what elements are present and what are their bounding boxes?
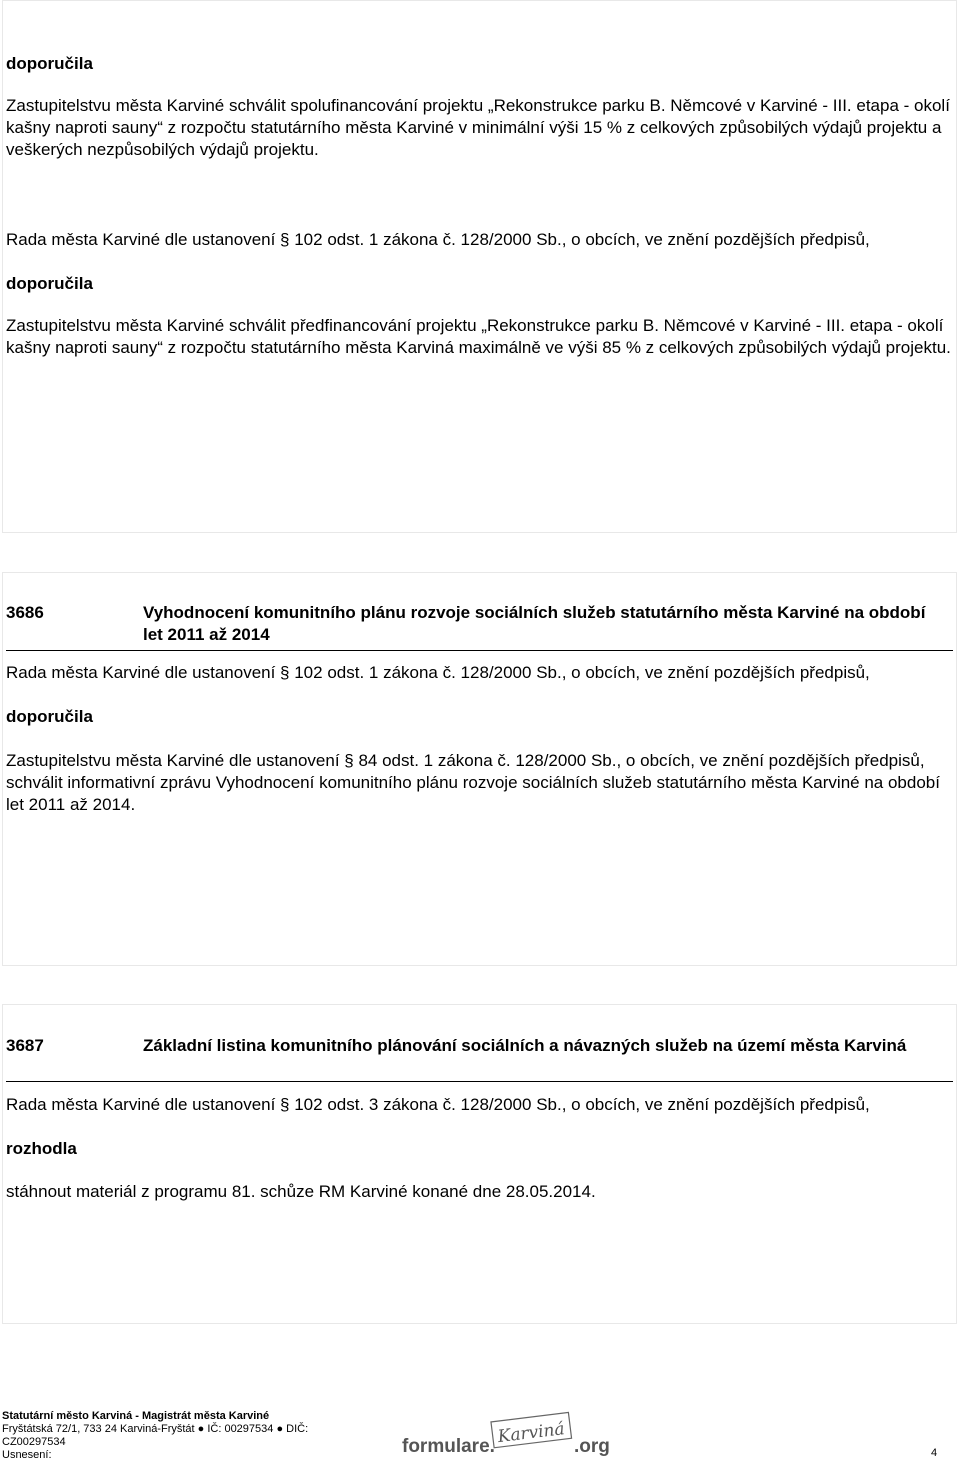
footer-usneseni: Usnesení: (2, 1449, 52, 1461)
decision-label: doporučila (6, 707, 93, 726)
item-title: Základní listina komunitního plánování sociálních a návazných služeb na území města Karviná (143, 1036, 907, 1055)
item-title: Vyhodnocení komunitního plánu rozvoje sociálních služeb statutárního města Karviné na období let 2011 až 2014 (143, 603, 926, 644)
legal-basis: Rada města Karviné dle ustanovení § 102 odst. 3 zákona č. 128/2000 Sb., o obcích, ve znění pozdějších předpisů, (6, 1095, 870, 1114)
logo-text-right: .org (574, 1436, 610, 1457)
decision-label: doporučila (6, 54, 93, 73)
footer-organization: Statutární město Karviná - Magistrát města Karviné (2, 1410, 270, 1422)
decision-text: stáhnout materiál z programu 81. schůze RM Karviné konané dne 28.05.2014. (6, 1182, 596, 1201)
decision-label: rozhodla (6, 1139, 77, 1158)
decision-text: Zastupitelstvu města Karviné dle ustanovení § 84 odst. 1 zákona č. 128/2000 Sb., o obcích, ve znění pozdějších předpisů, schválit informativní zprávu Vyhodnocení komunitního plánu rozvoje sociálních služeb statutárního města Karviné na období let 2011 až 2014. (6, 751, 940, 814)
decision-text: Zastupitelstvu města Karviné schválit předfinancování projektu „Rekonstrukce parku B. Němcové v Karviné - III. etapa - okolí kašny naproti sauny“ z rozpočtu statutárního města Karviná maximálně ve výši 85 % z celkových způsobilých výdajů projektu. (6, 316, 951, 357)
decision-label: doporučila (6, 274, 93, 293)
title-underline (6, 650, 953, 651)
footer-address: Fryštátská 72/1, 733 24 Karviná-Fryštát ● IČ: 00297534 ● DIČ: (2, 1423, 309, 1435)
item-number: 3687 (6, 1036, 44, 1055)
legal-basis: Rada města Karviné dle ustanovení § 102 odst. 1 zákona č. 128/2000 Sb., o obcích, ve znění pozdějších předpisů, (6, 230, 870, 249)
logo-text-left: formulare. (402, 1436, 495, 1457)
footer-dic: CZ00297534 (2, 1436, 66, 1448)
page-number: 4 (931, 1447, 938, 1459)
formulare-logo (402, 1408, 617, 1460)
resolution-box-previous (2, 0, 957, 533)
logo-text-mid: Karviná (496, 1419, 566, 1448)
title-underline (6, 1081, 953, 1082)
legal-basis: Rada města Karviné dle ustanovení § 102 odst. 1 zákona č. 128/2000 Sb., o obcích, ve znění pozdějších předpisů, (6, 663, 870, 682)
decision-text: Zastupitelstvu města Karviné schválit spolufinancování projektu „Rekonstrukce parku B. Němcové v Karviné - III. etapa - okolí kašny naproti sauny“ z rozpočtu statutárního města Karviné v minimální výši 15 % z celkových způsobilých výdajů projektu a veškerých nezpůsobilých výdajů projektu. (6, 96, 950, 159)
item-number: 3686 (6, 603, 44, 622)
